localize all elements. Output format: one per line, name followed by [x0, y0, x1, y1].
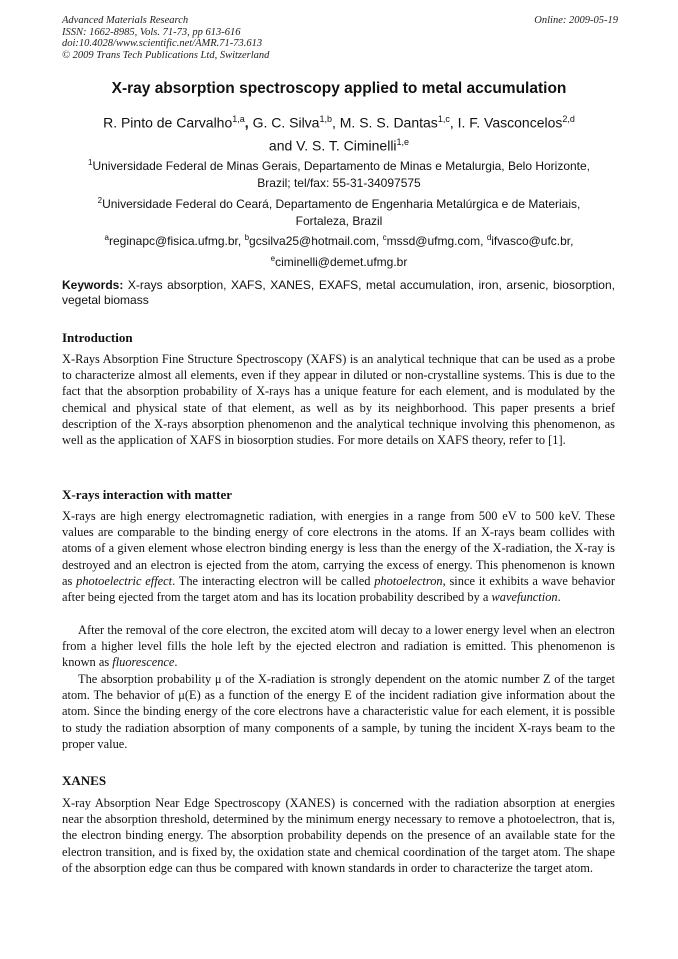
- author-superscript: 1,e: [396, 136, 410, 147]
- email-marker: e: [270, 254, 276, 263]
- email-link[interactable]: gcsilva25@hotmail.com,: [249, 234, 380, 248]
- author-name: I. F. Vasconcelos: [457, 114, 563, 131]
- journal-name: Advanced Materials Research: [62, 15, 189, 26]
- section-heading-introduction: Introduction: [62, 330, 133, 345]
- introduction-paragraph: X-Rays Absorption Fine Structure Spectroscopy (XAFS) is an analytical technique that can be used as a probe to characterize almost all elements, even if they appear in diluted or non-crystalline systems. This is due to the fact that the absorption probability of X-rays has a unique feature for each element, and is modulated by the chemical and physical state of that element, as well as by its neighborhood. This paper presents a brief description of the X-rays absorption phenomenon and the analytical technique involving this phenomenon, as well as the application of XAFS in biosorption studies. For more details on XAFS theory, refer to [1].: [62, 352, 615, 448]
- affiliation-text: Universidade Federal de Minas Gerais, Departamento de Minas e Metalurgia, Belo Horizonte, Brazil; tel/fax: 55-31-34097575: [92, 159, 591, 190]
- issn-line: ISSN: 1662-8985, Vols. 71-73, pp 613-616: [62, 26, 241, 38]
- author-name: G. C. Silva: [252, 114, 320, 131]
- affiliation-text: Universidade Federal do Ceará, Departamento de Engenharia Metalúrgica e de Materiais, Fortaleza, Brazil: [102, 197, 581, 228]
- xanes-paragraph: X-ray Absorption Near Edge Spectroscopy (XANES) is concerned with the radiation absorption at energies near the absorption threshold, determined by the minimum energy necessary to remove a photoelectron, that is, the electron binding energy. The absorption probability depends on the presence of an available state for the electron transition, and is fixed by, the oxidation state and chemical coordination of the target atom. The shape of the absorption edge can thus be compared with known standards in order to characterize the target atom.: [62, 796, 615, 875]
- email-marker: d: [486, 233, 492, 242]
- email-link[interactable]: mssd@ufmg.com,: [386, 234, 484, 248]
- section-heading-xray-interaction: X-rays interaction with matter: [62, 487, 233, 502]
- keywords: [62, 278, 615, 308]
- journal-header: [62, 15, 618, 61]
- email-link[interactable]: ciminelli@demet.ufmg.br: [275, 255, 408, 269]
- author-superscript: 1,a: [232, 114, 245, 124]
- email-list: [70, 229, 608, 271]
- email-link[interactable]: reginapc@fisica.ufmg.br,: [108, 234, 242, 248]
- copyright-line: © 2009 Trans Tech Publications Ltd, Switzerland: [62, 49, 270, 61]
- author-list: R. Pinto de Carvalho$^{1,a}$, G. C. Silva$^{1,b}$, M. S. S. Dantas$^{1,c}$, I. F. Vasconcelos$^{2,d}$ and V. S. T. Ciminelli$^{1,e}$: [103, 114, 575, 154]
- affiliation-marker: 2: [97, 196, 103, 205]
- affiliation-marker: 1: [87, 158, 93, 167]
- email-marker: a: [104, 233, 109, 242]
- paper-title: X-ray absorption spectroscopy applied to metal accumulation: [111, 80, 567, 97]
- author-superscript: 1,b: [319, 114, 332, 124]
- keywords-text: X-rays absorption, XAFS, XANES, EXAFS, metal accumulation, iron, arsenic, biosorption, vegetal biomass: [62, 278, 615, 307]
- affiliation-1: [70, 154, 608, 192]
- author-name: M. S. S. Dantas: [339, 114, 438, 131]
- affiliation-2: [70, 192, 608, 230]
- xray-paragraph-3: The absorption probability μ of the X-radiation is strongly dependent on the atomic number Z of the target atom. The behavior of μ(E) as a function of the energy E of the incident radiation give information about the atom. Since the binding energy of the core electrons have a characteristic value for each element, it is possible to study the radiation absorption of many components of a sample, by tuning the incident X-rays beam to the proper value.: [62, 672, 615, 751]
- xray-paragraph-1: X-rays are high energy electromagnetic radiation, with energies in a range from 500 eV to 500 keV. These values are comparable to the binding energy of core electrons in the atoms. If an X-rays beam collides with atoms of a given element whose electron binding energy is less than the energy of the X-radiation, the X-ray is destroyed and an electron is ejected from the atom, carrying the excess of energy. This phenomenon is known as photoelectric effect. The interacting electron will be called photoelectron, since it exhibits a wave behavior after being ejected from the target atom and has its location probability described by a wavefunction.: [62, 509, 615, 605]
- xray-paragraph-2: After the removal of the core electron, the excited atom will decay to a lower energy level when an electron from a higher level fills the hole left by the ejected electron and radiation is emitted. This phenomenon is known as fluorescence.: [62, 623, 615, 670]
- section-heading-xanes: XANES: [62, 773, 107, 788]
- author-name: R. Pinto de Carvalho: [103, 114, 233, 131]
- email-link[interactable]: ifvasco@ufc.br,: [491, 234, 574, 248]
- author-superscript: 1,c: [437, 114, 450, 124]
- author-superscript: 2,d: [562, 114, 575, 124]
- online-date: Online: 2009-05-19: [534, 15, 618, 26]
- keywords-label: Keywords:: [62, 278, 124, 292]
- email-marker: c: [382, 233, 387, 242]
- email-marker: b: [244, 233, 250, 242]
- author-name: V. S. T. Ciminelli: [296, 137, 397, 154]
- doi-line: doi:10.4028/www.scientific.net/AMR.71-73.613: [62, 38, 263, 49]
- author-conjunction: and: [268, 137, 293, 154]
